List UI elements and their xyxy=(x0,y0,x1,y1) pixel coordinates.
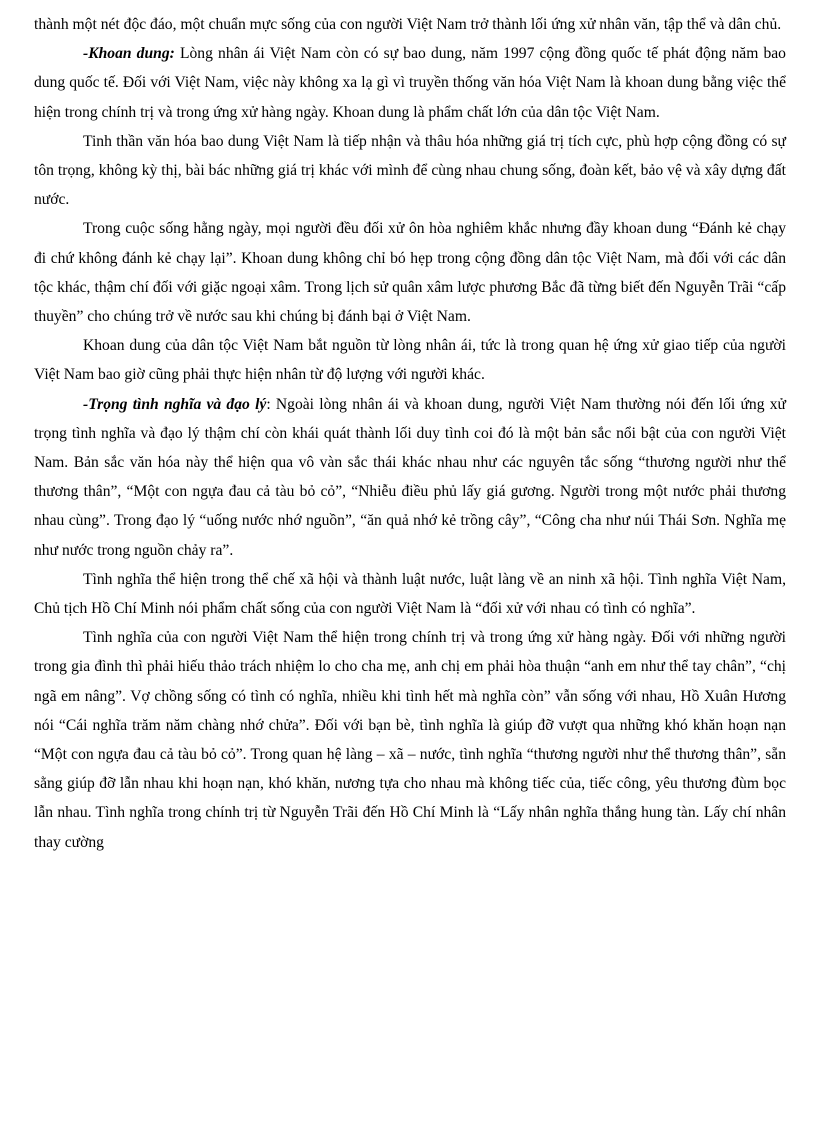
paragraph-nguon-goc-khoan-dung xyxy=(34,331,786,389)
paragraph-text: Trong cuộc sống hằng ngày, mọi người đều đối xử ôn hòa nghiêm khắc nhưng đầy khoan dung “Đánh kẻ chạy đi chứ không đánh kẻ chạy lại”. Khoan dung không chỉ bó hẹp trong cộng đồng dân tộc Việt Nam, mà đối với các dân tộc khác, thậm chí đối với giặc ngoại xâm. Trong lịch sử quân xâm lược phương Bắc đã từng biết đến Nguyễn Trãi “cấp thuyền” cho chúng trở về nước sau khi chúng bị đánh bại ở Việt Nam. xyxy=(34,220,786,326)
term-trong-tinh-nghia: -Trọng tình nghĩa và đạo lý xyxy=(83,395,267,413)
paragraph-khoan-dung xyxy=(34,39,786,127)
paragraph-text: thành một nét độc đáo, một chuẩn mực sống của con người Việt Nam trở thành lối ứng xử nhân văn, tập thể và dân chủ. xyxy=(34,16,782,33)
document-page xyxy=(34,10,786,857)
term-khoan-dung: -Khoan dung: xyxy=(83,45,175,63)
paragraph-text: Tinh thần văn hóa bao dung Việt Nam là tiếp nhận và thâu hóa những giá trị tích cực, phù hợp cộng đồng có sự tôn trọng, không kỳ thị, bài bác những giá trị khác với mình để cùng nhau chung sống, đoàn kết, bảo vệ và xây dựng đất nước. xyxy=(34,132,786,209)
paragraph-tinh-nghia-chinh-tri xyxy=(34,623,786,857)
paragraph-trong-tinh-nghia xyxy=(34,390,786,565)
paragraph-continuation xyxy=(34,10,786,39)
paragraph-text: Lòng nhân ái Việt Nam còn có sự bao dung, năm 1997 cộng đồng quốc tế phát động năm bao dung quốc tế. Đối với Việt Nam, việc này không xa lạ gì vì truyền thống văn hóa Việt Nam là khoan dung bằng việc thể hiện trong chính trị và trong ứng xử hàng ngày. Khoan dung là phẩm chất lớn của dân tộc Việt Nam. xyxy=(34,45,786,121)
paragraph-the-che-xa-hoi xyxy=(34,565,786,623)
paragraph-text: Tình nghĩa của con người Việt Nam thể hiện trong chính trị và trong ứng xử hàng ngày. Đối với những người trong gia đình thì phải hiếu thảo trách nhiệm lo cho cha mẹ, anh chị em phải hòa thuận “anh em như thể tay chân”, “chị ngã em nâng”. Vợ chồng sống có tình có nghĩa, nhiều khi tình hết mà nghĩa còn” vẫn sống với nhau, Hồ Xuân Hương nói “Cái nghĩa trăm năm chàng nhớ chửa”. Đối với bạn bè, tình nghĩa là giúp đỡ vượt qua những khó khăn hoạn nạn “Một con ngựa đau cả tàu bỏ cỏ”. Trong quan hệ làng – xã – nước, tình nghĩa “thương người như thể thương thân”, sẵn sằng giúp đỡ lẫn nhau khi hoạn nạn, khó khăn, nương tựa cho nhau mà không tiếc của, tiếc công, yêu thương đùm bọc lẫn nhau. Tình nghĩa trong chính trị từ Nguyễn Trãi đến Hồ Chí Minh là “Lấy nhân nghĩa thắng hung tàn. Lấy chí nhân thay cường xyxy=(34,629,786,851)
paragraph-cuoc-song-hang-ngay xyxy=(34,214,786,331)
paragraph-text: Tình nghĩa thể hiện trong thể chế xã hội và thành luật nước, luật làng về an ninh xã hội. Tình nghĩa Việt Nam, Chủ tịch Hồ Chí Minh nói phẩm chất sống của con người Việt Nam là “đối xử với nhau có tình có nghĩa”. xyxy=(34,570,786,618)
paragraph-text: : Ngoài lòng nhân ái và khoan dung, người Việt Nam thường nói đến lối ứng xử trọng tình nghĩa và đạo lý thậm chí còn khái quát thành lối duy tình coi đó là một bản sắc nổi bật của con người Việt Nam. Bản sắc văn hóa này thể hiện qua vô vàn sắc thái khác nhau như các nguyên tắc sống “thương người như thể thương thân”, “Một con ngựa đau cả tàu bỏ cỏ”, “Nhiễu điều phủ lấy giá gương. Người trong một nước phải thương nhau cùng”. Trong đạo lý “uống nước nhớ nguồn”, “ăn quả nhớ kẻ trồng cây”, “Công cha như núi Thái Sơn. Nghĩa mẹ như nước trong nguồn chảy ra”. xyxy=(34,395,786,559)
paragraph-text: Khoan dung của dân tộc Việt Nam bắt nguồn từ lòng nhân ái, tức là trong quan hệ ứng xử giao tiếp của người Việt Nam bao giờ cũng phải thực hiện nhân từ độ lượng với người khác. xyxy=(34,337,786,384)
paragraph-tinh-than-bao-dung xyxy=(34,127,786,215)
